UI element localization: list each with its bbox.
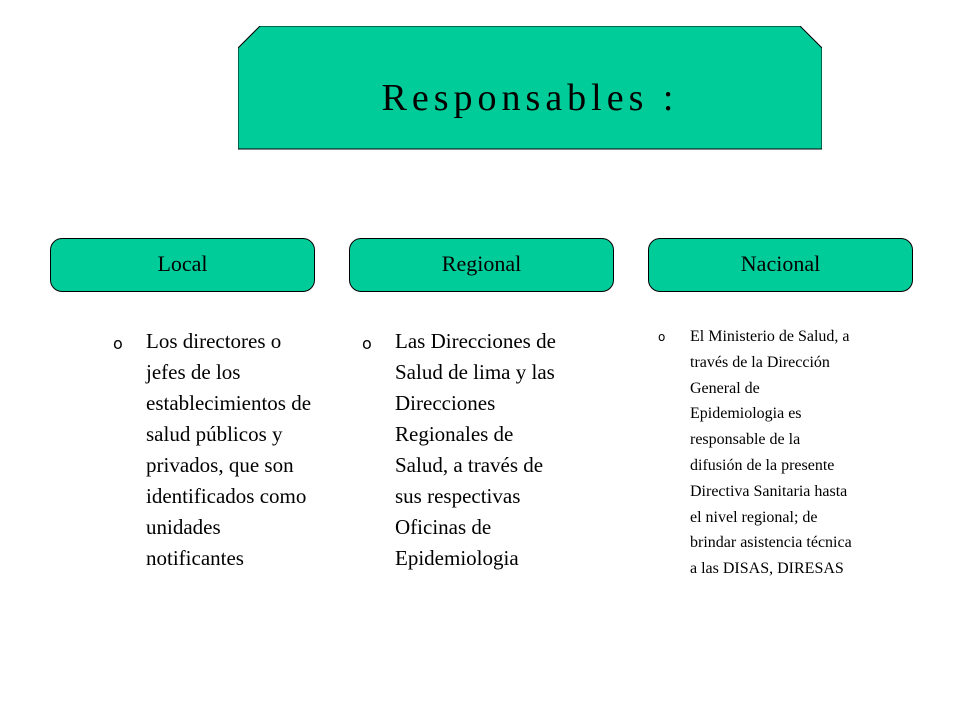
local-description: Los directores o jefes de los establecimientos de salud públicos y privados, que son identificados como unidades notificantes xyxy=(146,329,312,570)
nacional-description: El Ministerio de Salud, a través de la Dirección General de Epidemiologia es responsable de la difusión de la presente Directiva Sanitaria hasta el nivel regional; de brindar asistencia técnica a las DISAS, DIRESAS xyxy=(690,328,852,578)
level-nacional-label: Nacional xyxy=(740,251,821,276)
level-regional-box xyxy=(349,238,614,292)
level-nacional-box xyxy=(648,238,913,292)
bullet-circle-icon: o xyxy=(658,330,666,344)
local-description-list xyxy=(113,326,322,574)
diagram-title: Responsables : xyxy=(381,77,679,119)
level-local-box xyxy=(50,238,315,292)
regional-description-list xyxy=(362,326,567,574)
level-local-label: Local xyxy=(157,251,208,276)
nacional-description-list xyxy=(658,324,856,582)
bullet-circle-icon: o xyxy=(113,334,123,353)
nacional-description-item xyxy=(658,324,856,582)
title-box xyxy=(238,26,822,150)
regional-description: Las Direcciones de Salud de lima y las Direcciones Regionales de Salud, a través de sus respectivas Oficinas de Epidemiologia xyxy=(395,329,556,570)
regional-description-item xyxy=(362,326,567,574)
bullet-circle-icon: o xyxy=(362,334,372,353)
level-regional-label: Regional xyxy=(441,251,522,276)
local-description-item xyxy=(113,326,322,574)
